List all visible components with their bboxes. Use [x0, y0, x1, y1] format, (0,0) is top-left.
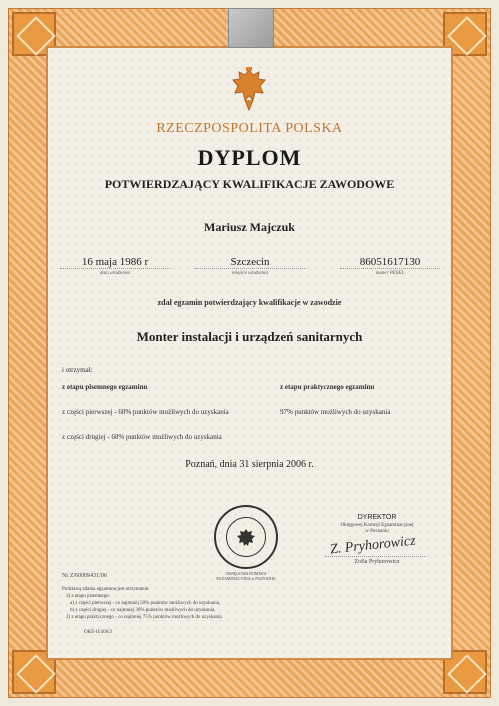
divider — [325, 556, 425, 557]
written-exam-heading: z etapu pisemnego egzaminu — [62, 383, 148, 391]
received-label: i otrzymał: — [62, 366, 93, 374]
divider — [195, 268, 305, 269]
notes-line: 1) z etapu pisemnego: — [66, 594, 111, 599]
pesel-number: 86051617130 — [359, 256, 421, 268]
form-code: OKE-II/406/2 — [84, 630, 113, 635]
notes-line: 2) z etapu praktycznego - co najmniej 75% punktów możliwych do uzyskania. — [66, 615, 223, 620]
written-part1-score: z części pierwszej - 60% punktów możliwych do uzyskania — [62, 408, 229, 416]
document-number: Nr Z/60009431/06 — [62, 573, 107, 579]
document-title: DYPLOM — [197, 145, 302, 170]
handwritten-signature: Z. Pryhorowicz — [329, 533, 417, 558]
seal-eagle-icon — [236, 527, 256, 549]
divider — [60, 268, 170, 269]
written-part2-score: z części drugiej - 60% punktów możliwych do uzyskania — [62, 433, 222, 441]
seal-text: OKRĘGOWA KOMISJA EGZAMINACYJNA w POZNANIU — [216, 571, 276, 581]
divider — [340, 268, 440, 269]
hologram-sticker — [228, 8, 274, 48]
practical-exam-heading: z etapu praktycznego egzaminu — [280, 383, 375, 391]
birth-date: 16 maja 1986 r — [81, 256, 149, 268]
document-subtitle: POTWIERDZAJĄCY KWALIFIKACJE ZAWODOWE — [104, 177, 395, 191]
pesel-caption: numer PESEL — [375, 271, 405, 276]
notes-intro: Podstawą zdania egzaminu jest otrzymanie: — [62, 587, 150, 592]
passed-statement: zdał egzamin potwierdzający kwalifikacje w zawodzie — [157, 298, 342, 307]
eagle-emblem-icon — [229, 66, 269, 114]
holder-name: Mariusz Majczuk — [204, 220, 295, 234]
signatory-name: Zofia Pryhorowicz — [354, 559, 400, 565]
country-name: RZECZPOSPOLITA POLSKA — [156, 121, 343, 136]
signatory-role: DYREKTOR — [357, 514, 397, 521]
profession-name: Monter instalacji i urządzeń sanitarnych — [136, 329, 363, 344]
notes-line: a) z części pierwszej - co najmniej 50% punktów możliwych do uzyskania, — [70, 601, 221, 606]
practical-score: 97% punktów możliwych do uzyskania — [280, 408, 391, 416]
birth-date-caption: data urodzenia — [100, 271, 130, 276]
birth-place: Szczecin — [230, 256, 270, 268]
notes-line: b) z części drugiej - co najmniej 30% punktów możliwych do uzyskania, — [70, 608, 216, 613]
signatory-institution: Okręgowej Komisji Egzaminacyjnej — [340, 523, 414, 528]
birth-place-caption: miejsce urodzenia — [231, 271, 269, 276]
place-and-date: Poznań, dnia 31 sierpnia 2006 r. — [185, 459, 314, 470]
signatory-city: w Poznaniu — [365, 529, 389, 534]
